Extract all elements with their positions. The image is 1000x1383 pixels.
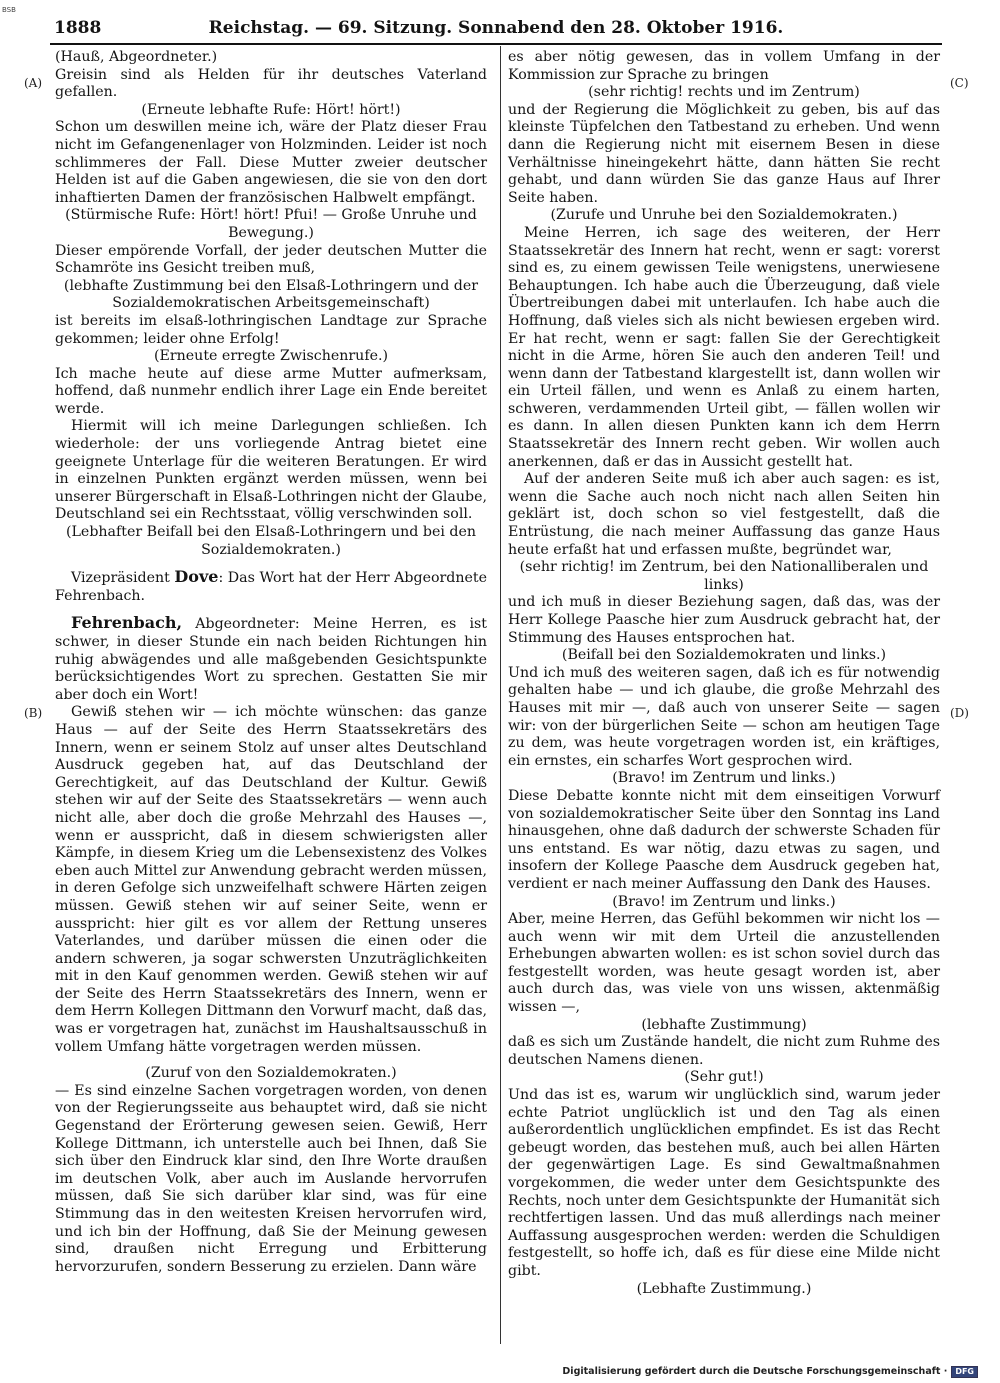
interjection: (Stürmische Rufe: Hört! hört! Pfui! — Große Unruhe und Bewegung.)	[65, 207, 477, 241]
interjection: (lebhafte Zustimmung)	[641, 1016, 807, 1033]
speaker-name: Dove	[174, 567, 219, 587]
paragraph: und ich muß in dieser Beziehung sagen, daß das, was der Herr Kollege Paasche hier zum Ausdruck gebracht hat, der Stimmung des Hauses entsprochen hat.	[508, 594, 940, 646]
interjection: (Bravo! im Zentrum und links.)	[612, 893, 836, 910]
paragraph: Und ich muß des weiteren sagen, daß ich es für notwendig gehalten habe — und ich glaube, die große Mehrzahl des Hauses mit mir —, daß auch von unserer Seite — sagen wir: von der bürgerlichen Seite — schon am heutigen Tage zu dem, was heute vorgetragen worden ist, ein kräftiges, ein ernstes, ein scharfes Wort gesprochen wird.	[508, 664, 940, 769]
left-column	[55, 49, 487, 1276]
interjection: (Erneute erregte Zwischenrufe.)	[153, 348, 389, 365]
paragraph: Gewiß stehen wir — ich möchte wünschen: das ganze Haus — auf der Seite des Herrn Staatssekretärs des Innern, wenn er seinem Stolz auf unser altes Deutschland Ausdruck gegeben hat, auf das Deutschland der Gerechtigkeit, auf das Deutschland der Kultur. Gewiß stehen wir auf der Seite des Staatssekretärs — wenn auch nicht alle, aber doch die große Mehrzahl des Hauses —, wenn er ausspricht, daß in diesem schwierigsten aller Kämpfe, in diesem Krieg um die Lebensexistenz des Volkes eben auch Mittel zur Anwendung gebracht werden müssen, in deren Gefolge sich unzweifelhaft schwere Härten zeigen müssen. Gewiß stehen wir auf seiner Seite, wenn er ausspricht: hier gilt es vor allem der Rettung unseres Vaterlandes, und darüber müssen die einen oder die andern schweren, ja sogar schwersten Unzuträglichkeiten mit in den Kauf genommen werden. Gewiß stehen wir auf der Seite des Herrn Staatssekretärs des Innern, wenn er dem Herrn Kollegen Dittmann den Vorwurf macht, daß das, was er vorgetragen hat, zunächst im Haushaltsausschuß in vollem Umfang hätte vorgetragen werden müssen.	[55, 704, 487, 1055]
interjection: (sehr richtig! rechts und im Zentrum)	[588, 84, 860, 101]
interjection: (Lebhafter Beifall bei den Elsaß-Lothringern und bei den Sozialdemokraten.)	[65, 524, 477, 558]
paragraph: Greisin sind als Helden für ihr deutsches Vaterland gefallen.	[55, 66, 487, 101]
paragraph: es aber nötig gewesen, das in vollem Umfang in der Kommission zur Sprache zu bringen	[508, 49, 940, 83]
running-title: Reichstag. — 69. Sitzung. Sonnabend den 28. Oktober 1916.	[208, 18, 784, 38]
right-column	[508, 49, 940, 1298]
paragraph: Hiermit will ich meine Darlegungen schließen. Ich wiederhole: der uns vorliegende Antrag bietet eine geeignete Unterlage für die weiteren Beratungen. Er wird in einzelnen Punkten ergänzt werden müssen, wenn bei unserer Bürgerschaft in Elsaß-Lothringen nicht der Glaube, Deutschland sei ein Rechtsstaat, völlig verschwinden soll.	[55, 418, 487, 523]
speaker-announcement: Vizepräsident Dove: Das Wort hat der Herr Abgeordnete Fehrenbach.	[55, 567, 487, 604]
paragraph: Ich mache heute auf diese arme Mutter aufmerksam, hoffend, daß nunmehr endlich ihrer Lage ein Ende bereitet werde.	[55, 365, 487, 417]
paragraph: Aber, meine Herren, das Gefühl bekommen wir nicht los — auch wenn wir mit dem Urteil die anzustellenden Erhebungen abwarten wollen: es ist schon soviel durch das festgestellt worden, was heute gesagt worden ist, aber auch durch das, was viele von uns wissen, aktenmäßig wissen —,	[508, 911, 940, 1016]
paragraph: Meine Herren, ich sage des weiteren, der Herr Staatssekretär des Innern hat recht, wenn er sagt: vorerst sind es, zu einem gewissen Teile wenigstens, unerwiesene Behauptungen. Ich habe auch die Überzeugung, daß viele Übertreibungen dabei mit unterlaufen. Ich habe auch die Hoffnung, daß vieles sich als nicht bewiesen ergeben wird. Er hat recht, wenn er sagt: fallen Sie der Gerechtigkeit nicht in die Arme, hören Sie auch den anderen Teil! und wenn dann der Tatbestand klargestellt ist, dann wollen wir ein Urteil fällen, und wenn es Anlaß zu einem harten, schweren, verdammenden Urteil gibt, — fällen wollen wir es dann. In allen diesen Punkten kann ich dem Herrn Staatssekretär des Innern recht geben. Wir wollen auch anerkennen, daß er das in Aussicht gestellt hat.	[508, 224, 940, 470]
paragraph: — Es sind einzelne Sachen vorgetragen worden, von denen von der Regierungsseite aus behauptet wird, daß sie nicht Gegenstand der Erörterung gewesen seien. Gewiß, Herr Kollege Dittmann, ich unterstelle auch bei Ihnen, daß Sie sich über den Eindruck klar sind, den Ihre Worte draußen im deutschen Volk, aber auch im Auslande hervorrufen müssen, daß Sie sich darüber klar sind, was für eine Stimmung das in den weitesten Kreisen hervorrufen wird, und ich bin der Hoffnung, daß Sie der Meinung gewesen sind, draußen nicht Erregung und Erbitterung hervorzurufen, sondern Besserung zu erzielen. Dann wäre	[55, 1082, 487, 1275]
funding-note: Digitalisierung gefördert durch die Deutsche Forschungsgemeinschaft ·	[562, 1366, 948, 1377]
speaker-name: Fehrenbach,	[71, 613, 183, 633]
speaker-continuation: (Hauß, Abgeordneter.)	[55, 49, 218, 65]
funding-footer	[562, 1366, 978, 1378]
library-watermark: BSB	[2, 6, 16, 14]
paragraph: Und das ist es, warum wir unglücklich sind, warum jeder echte Patriot unglücklich ist und den Tag als einen außerordentlich unglücklichen empfindet. Es ist das Recht gebeugt worden, das bestehen muß, auch bei allen Härten der gegenwärtigen Lage. Es sind Gewaltmaßnahmen vorgekommen, die weder unter dem Gesichtspunkte des Rechts, noch unter dem Gesichtspunkte der Humanität sich rechtfertigen lassen. Und das muß allerdings nach meiner Auffassung ausgesprochen werden: werden die Schuldigen festgestellt, so hoffe ich, daß es für diese eine Milde nicht gibt.	[508, 1087, 940, 1279]
paragraph: Diese Debatte konnte nicht mit dem einseitigen Vorwurf von sozialdemokratischer Seite über den Sonntag ins Land hinausgehen, ohne daß dadurch der schwerste Schaden für uns entstand. Es war nötig, dazu etwas zu sagen, und insofern der Kollege Paasche dem Ausdruck gegeben hat, verdient er nach meiner Auffassung den Dank des Hauses.	[508, 787, 940, 892]
interjection: (Lebhafte Zustimmung.)	[636, 1280, 812, 1297]
interjection: (Zuruf von den Sozialdemokraten.)	[145, 1065, 397, 1082]
margin-marker-a: (A)	[24, 76, 43, 90]
page-number: 1888	[54, 18, 102, 38]
page-header	[50, 18, 942, 40]
paragraph: Schon um deswillen meine ich, wäre der Platz dieser Frau nicht im Gefangenenlager von Holzminden. Leider ist noch schlimmeres der Fall. Diese Mutter zweier deutscher Helden ist auf die Gaben angewiesen, die sie von den dort inhaftierten Damen der französischen Halbwelt empfängt.	[55, 119, 487, 206]
interjection: (Sehr gut!)	[684, 1069, 764, 1086]
paragraph: Auf der anderen Seite muß ich aber auch sagen: es ist, wenn die Sache auch noch nicht nach allen Seiten hin geklärt ist, doch schon so viel festgestellt, daß die Entrüstung, die nach meiner Auffassung das ganze Haus heute erfaßt hat und erfassen mußte, begründet war,	[508, 471, 940, 558]
speaker-paragraph: Fehrenbach, Abgeordneter: Meine Herren, es ist schwer, in dieser Stunde ein nach beiden Richtungen hin ruhig abwägendes und alle maßgebenden Gesichtspunkte berücksichtigendes Wort zu sprechen. Gestatten Sie mir aber doch ein Wort!	[55, 613, 487, 703]
paragraph: ist bereits im elsaß-lothringischen Landtage zur Sprache gekommen; leider ohne Erfolg!	[55, 312, 487, 347]
header-rule	[50, 43, 942, 45]
dfg-logo: DFG	[951, 1366, 978, 1378]
paragraph: daß es sich um Zustände handelt, die nicht zum Ruhme des deutschen Namens dienen.	[508, 1034, 940, 1068]
interjection: (sehr richtig! im Zentrum, bei den Nationalliberalen und links)	[519, 559, 929, 593]
interjection: (Zurufe und Unruhe bei den Sozialdemokraten.)	[550, 207, 898, 224]
interjection: (Beifall bei den Sozialdemokraten und links.)	[561, 647, 887, 664]
margin-marker-c: (C)	[950, 76, 969, 90]
paragraph: und der Regierung die Möglichkeit zu geben, bis auf das kleinste Tüpfelchen den Tatbestand zu erheben. Und wenn dann die Regierung nicht mit eisernem Besen in diese Verhältnisse hineingekehrt hätte, dann hätten Sie recht gehabt, und dann würden Sie das ganze Haus auf Ihrer Seite haben.	[508, 101, 940, 206]
column-divider	[500, 46, 501, 1344]
interjection: (lebhafte Zustimmung bei den Elsaß-Lothringern und der Sozialdemokratischen Arbeitsgemeinschaft)	[63, 277, 479, 312]
interjection: (Bravo! im Zentrum und links.)	[612, 770, 836, 787]
margin-marker-d: (D)	[950, 706, 969, 720]
interjection: (Erneute lebhafte Rufe: Hört! hört!)	[141, 101, 401, 118]
margin-marker-b: (B)	[24, 706, 43, 720]
paragraph: Dieser empörende Vorfall, der jeder deutschen Mutter die Schamröte ins Gesicht treiben muß,	[55, 242, 487, 277]
